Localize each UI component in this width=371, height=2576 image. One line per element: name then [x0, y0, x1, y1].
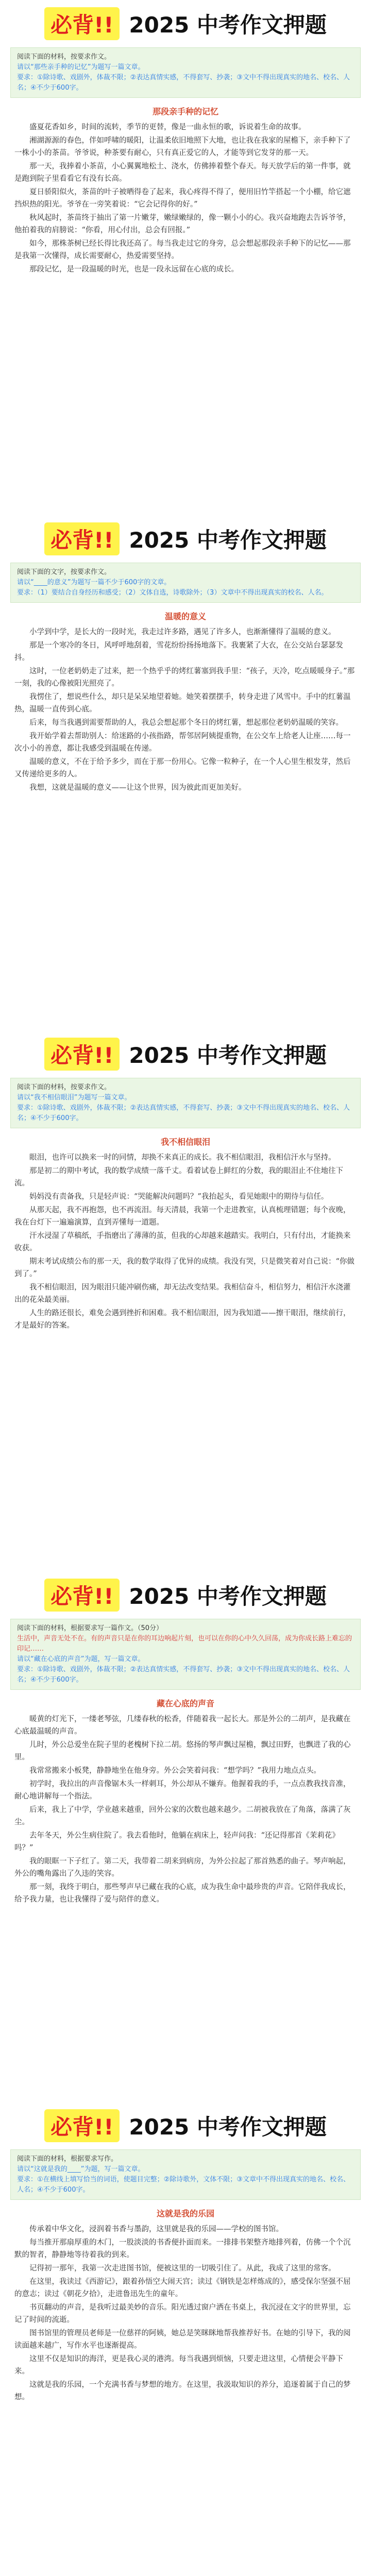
- prompt-line: 请以“____的意义”为题写一篇不少于600字的文章。: [17, 579, 171, 586]
- prompt-line: 阅读下面的材料，根据要求写作。: [17, 2155, 118, 2163]
- paragraph: 秋风起时，茶苗终于抽出了第一片嫩芽，嫩绿嫩绿的，像一颗小小的心。我兴奋地跑去告诉爷爷，他拍着我的肩膀说：“你看，用心付出，总会有回报。”: [14, 214, 351, 234]
- banner: [0, 515, 371, 563]
- essay-section-4: [0, 1571, 371, 1907]
- essay-body: [14, 1151, 357, 1332]
- paragraph: 图书馆里的管理员老师是一位慈祥的阿姨，她总是笑眯眯地帮我推荐好书。在她的引导下，我的阅读面越来越广，写作水平也逐渐提高。: [14, 2329, 351, 2350]
- prompt-line: 请以“那些亲手种的记忆”为题写一篇文章。: [17, 63, 145, 71]
- essay-prompt: [10, 1078, 361, 1128]
- must-memorize-badge: 必背!!: [44, 1579, 120, 1612]
- paragraph: 暖黄的灯光下，一缕老琴弦，几缕春秋的松香，伴随着我一起长大。那是外公的二胡声，是我藏在心底最温暖的声音。: [14, 1715, 351, 1736]
- essay-body: [14, 2223, 357, 2403]
- paragraph: 那一刻，我终于明白，那些琴声早已藏在我的心底，成为我生命中最珍贵的声音。它陪伴我成长，给予我力量，也让我懂得了爱与陪伴的意义。: [14, 1883, 351, 1904]
- essay-section-1: [0, 0, 371, 277]
- prompt-line: 请以“藏在心底的声音”为题，写一篇文章。: [17, 1655, 145, 1663]
- paragraph: 去年冬天，外公生病住院了。我去看他时，他躺在病床上，轻声问我：“还记得那首《茉莉花》吗？”: [14, 1832, 340, 1852]
- essay-prompt: [10, 1619, 361, 1690]
- essay-prompt: [10, 47, 361, 98]
- paragraph: 我的眼眶一下子红了。第二天，我带着二胡来到病房，为外公拉起了那首熟悉的曲子。琴声响起，外公的嘴角露出了久违的笑容。: [14, 1857, 351, 1878]
- paragraph: 在这里，我读过《西游记》，跟着孙悟空大闹天宫；读过《钢铁是怎样炼成的》，感受保尔坚强不屈的意志；读过《朝花夕拾》，走进鲁迅先生的童年。: [14, 2278, 351, 2298]
- prompt-line: 阅读下面的材料，按要求作文。: [17, 53, 111, 61]
- paragraph: 儿时，外公总爱坐在院子里的老槐树下拉二胡。悠扬的琴声飘过屋檐，飘过田野，也飘进了我的心里。: [14, 1741, 351, 1761]
- must-memorize-badge: 必背!!: [44, 1038, 120, 1071]
- paragraph: 我不相信眼泪，因为眼泪只能冲刷伤痛，却无法改变结果。我相信奋斗，相信努力，相信汗水浇灌出的花朵最美丽。: [14, 1283, 351, 1304]
- banner: [0, 1030, 371, 1078]
- paragraph: 盛夏花香如乡，时间的流转，季节的更替，像是一曲永恒的歌，诉说着生命的故事。: [29, 123, 306, 131]
- essay-body: [14, 626, 357, 794]
- prompt-line: 生活中，声音无处不在。有的声音只是在你的耳边响起片刻，也可以在你的心中久久回荡，成为你成长路上难忘的印记……: [17, 1635, 352, 1653]
- prompt-line: 阅读下面的文字，按要求作文。: [17, 568, 111, 576]
- banner: [0, 0, 371, 47]
- banner-title: 2025 中考作文押题: [129, 528, 327, 553]
- paragraph: 妈妈没有责备我，只是轻声说：“哭能解决问题吗？”我抬起头，看见她眼中的期待与信任。: [29, 1193, 329, 1201]
- paragraph: 眼泪，也许可以换来一时的同情，却换不来真正的成长。我不相信眼泪，我相信汗水与坚持。: [29, 1154, 336, 1162]
- banner-title: 2025 中考作文押题: [129, 1043, 327, 1068]
- paragraph: 那段记忆，是一段温暖的时光，也是一段永远留在心底的成长。: [29, 265, 239, 274]
- banner: [0, 1571, 371, 1619]
- must-memorize-badge: 必背!!: [44, 7, 120, 40]
- prompt-line: 请以“我不相信眼泪”为题写一篇文章。: [17, 1094, 131, 1101]
- paragraph: 夏日骄阳似火，茶苗的叶子被晒得卷了起来，我心疼得不得了，便用旧竹竿搭起一个小棚，给它遮挡炽热的阳光。爷爷在一旁笑着说：“它会记得你的好。”: [14, 188, 351, 209]
- paragraph: 如今，那株茶树已经长得比我还高了。每当我走过它的身旁，总会想起那段亲手种下的记忆——那是我第一次懂得，成长需要耐心，热爱需要坚持。: [14, 240, 351, 260]
- paragraph: 我常常搬来小板凳，静静地坐在他身旁。外公会笑着问我：“想学吗？”我用力地点点头。: [29, 1767, 321, 1775]
- paragraph: 书页翻动的声音，是我听过最美妙的音乐。阳光透过窗户洒在书桌上，我沉浸在文字的世界里，忘记了时间的流逝。: [14, 2303, 351, 2324]
- essay-prompt: [10, 2149, 361, 2200]
- essay-section-5: [0, 2102, 371, 2404]
- paragraph: 这里不仅是知识的海洋，更是我心灵的港湾。每当我遇到烦恼，只要走进这里，心情便会平静下来。: [14, 2355, 343, 2376]
- paragraph: 我开始学着去帮助别人：给迷路的小孩指路，帮邻居阿姨提重物，在公交车上给老人让座……每一次小小的善意，都让我感受到温暖在传递。: [14, 732, 351, 753]
- prompt-line: 要求：①在横线上填写恰当的词语，使题目完整；②除诗歌外，文体不限；③文章中不得出现真实的地名、校名、人名；④不少于600字。: [17, 2176, 350, 2194]
- paragraph: 期末考试成绩公布的那一天，我的数学取得了优异的成绩。我没有哭，只是微笑着对自己说：“你做到了。”: [14, 1258, 355, 1278]
- paragraph: 从那天起，我不再抱怨，也不再流泪。每天清晨，我第一个走进教室，认真梳理错题；每个夜晚，我在台灯下一遍遍演算，直到弄懂每一道题。: [14, 1206, 351, 1227]
- paragraph: 传承着中华文化，浸润着书香与墨韵，这里就是我的乐园——学校的图书馆。: [29, 2225, 283, 2233]
- paragraph: 那一天，我捧着小茶苗，小心翼翼地松土、浇水，仿佛捧着整个春天。每天放学后的第一件事，就是跑到院子里看看它有没有长高。: [14, 162, 351, 183]
- banner-title: 2025 中考作文押题: [129, 1584, 327, 1609]
- essay-title: 温暖的意义: [164, 612, 206, 621]
- prompt-line: 请以“这就是我的____”为题，写一篇文章。: [17, 2165, 145, 2173]
- prompt-line: 要求：①除诗歌、戏剧外，体裁不限；②表达真情实感，不得套写、抄袭；③文中不得出现真实的地名、校名、人名；④不少于600字。: [17, 1104, 350, 1122]
- paragraph: 这就是我的乐园，一个充满书香与梦想的地方。在这里，我汲取知识的养分，追逐着属于自己的梦想。: [14, 2381, 351, 2401]
- paragraph: 我愣住了，想说些什么，却只是呆呆地望着她。她笑着摆摆手，转身走进了风雪中。手中的红薯温热，温暖一直传到心底。: [14, 693, 351, 714]
- must-memorize-badge: 必背!!: [44, 2109, 120, 2142]
- banner: [0, 2102, 371, 2149]
- essay-body: [14, 1713, 357, 1906]
- essay-section-3: [0, 1030, 371, 1333]
- paragraph: 温暖的意义，不在于给予多少，而在于那一份用心。它像一粒种子，在一个人心里生根发芽，然后又传递给更多的人。: [14, 758, 351, 778]
- paragraph: 小学到中学，是长大的一段时光，我走过许多路，遇见了许多人，也渐渐懂得了温暖的意义。: [29, 628, 336, 636]
- paragraph: 湘湖源源的春色，伴如呼啸的暖阳，让温柔依旧地照下大地，也让我在我家的屋檐下，亲手种下了一株小小的茶苗。爷爷说，种茶要有耐心，只有真正爱它的人，才能等到它发芽的那一天。: [14, 137, 351, 157]
- paragraph: 后来，每当我遇到需要帮助的人，我总会想起那个冬日的烤红薯，想起那位老奶奶温暖的笑容。: [29, 719, 343, 727]
- essay-prompt: [10, 563, 361, 603]
- prompt-line: 要求：①除诗歌、戏剧外，体裁不限；②表达真情实感，不得套写、抄袭；③文中不得出现真实的地名、校名、人名；④不少于600字。: [17, 1666, 350, 1684]
- prompt-line: 要求：①除诗歌、戏剧外，体裁不限；②表达真情实感，不得套写、抄袭；③文中不得出现真实的地名、校名、人名；④不少于600字。: [17, 74, 350, 92]
- paragraph: 后来，我上了中学，学业越来越重，回外公家的次数也越来越少。二胡被我放在了角落，落满了灰尘。: [14, 1806, 351, 1826]
- paragraph: 每当推开那扇厚重的木门，一股淡淡的书香便扑面而来。一排排书架整齐地排列着，仿佛一个个沉默的智者，静静地等待着我的到来。: [14, 2239, 351, 2259]
- paragraph: 汗水浸湿了草稿纸，手指磨出了薄薄的茧，但我的心却越来越踏实。我明白，只有付出，才能换来收获。: [14, 1232, 351, 1252]
- paragraph: 这时，一位老奶奶走了过来，把一个热乎乎的烤红薯塞到我手里：“孩子，天冷，吃点暖暖身子。”那一刻，我的心像被阳光照亮了。: [14, 667, 355, 688]
- banner-title: 2025 中考作文押题: [129, 2114, 327, 2140]
- paragraph: 那是初二的期中考试，我的数学成绩一落千丈。看着试卷上鲜红的分数，我的眼泪止不住地往下流。: [14, 1167, 343, 1188]
- prompt-line: 要求：（1）要结合自身经历和感受；（2）文体自选，诗歌除外；（3）文章中不得出现真实的校名、人名。: [17, 589, 328, 597]
- essay-title: 我不相信眼泪: [160, 1137, 210, 1147]
- paragraph: 我想，这就是温暖的意义——让这个世界，因为彼此而更加美好。: [29, 784, 246, 792]
- essay-section-2: [0, 515, 371, 795]
- essay-title: 那段亲手种的记忆: [152, 107, 218, 116]
- paragraph: 那是一个寒冷的冬日，风呼呼地刮着，雪花纷纷扬扬地落下。我裹紧了大衣，在公交站台瑟瑟发抖。: [14, 641, 343, 662]
- banner-title: 2025 中考作文押题: [129, 12, 327, 38]
- essay-title: 藏在心底的声音: [156, 1699, 214, 1708]
- paragraph: 初学时，我拉出的声音像锯木头一样刺耳，外公却从不嫌弃。他握着我的手，一点点教我找音准，耐心地讲解每一个指法。: [14, 1780, 351, 1801]
- prompt-line: 阅读下面的材料，根据要求写一篇作文。（50分）: [17, 1624, 163, 1632]
- paragraph: 记得初一那年，我第一次走进图书馆，便被这里的一切吸引住了。从此，我成了这里的常客。: [29, 2264, 336, 2273]
- essay-body: [14, 121, 357, 276]
- essay-title: 这就是我的乐园: [156, 2209, 214, 2218]
- paragraph: 人生的路还很长，难免会遇到挫折和困难。我不相信眼泪，因为我知道——擦干眼泪，继续前行，才是最好的答案。: [14, 1309, 351, 1330]
- must-memorize-badge: 必背!!: [44, 522, 120, 555]
- prompt-line: 阅读下面的材料，按要求作文。: [17, 1083, 111, 1091]
